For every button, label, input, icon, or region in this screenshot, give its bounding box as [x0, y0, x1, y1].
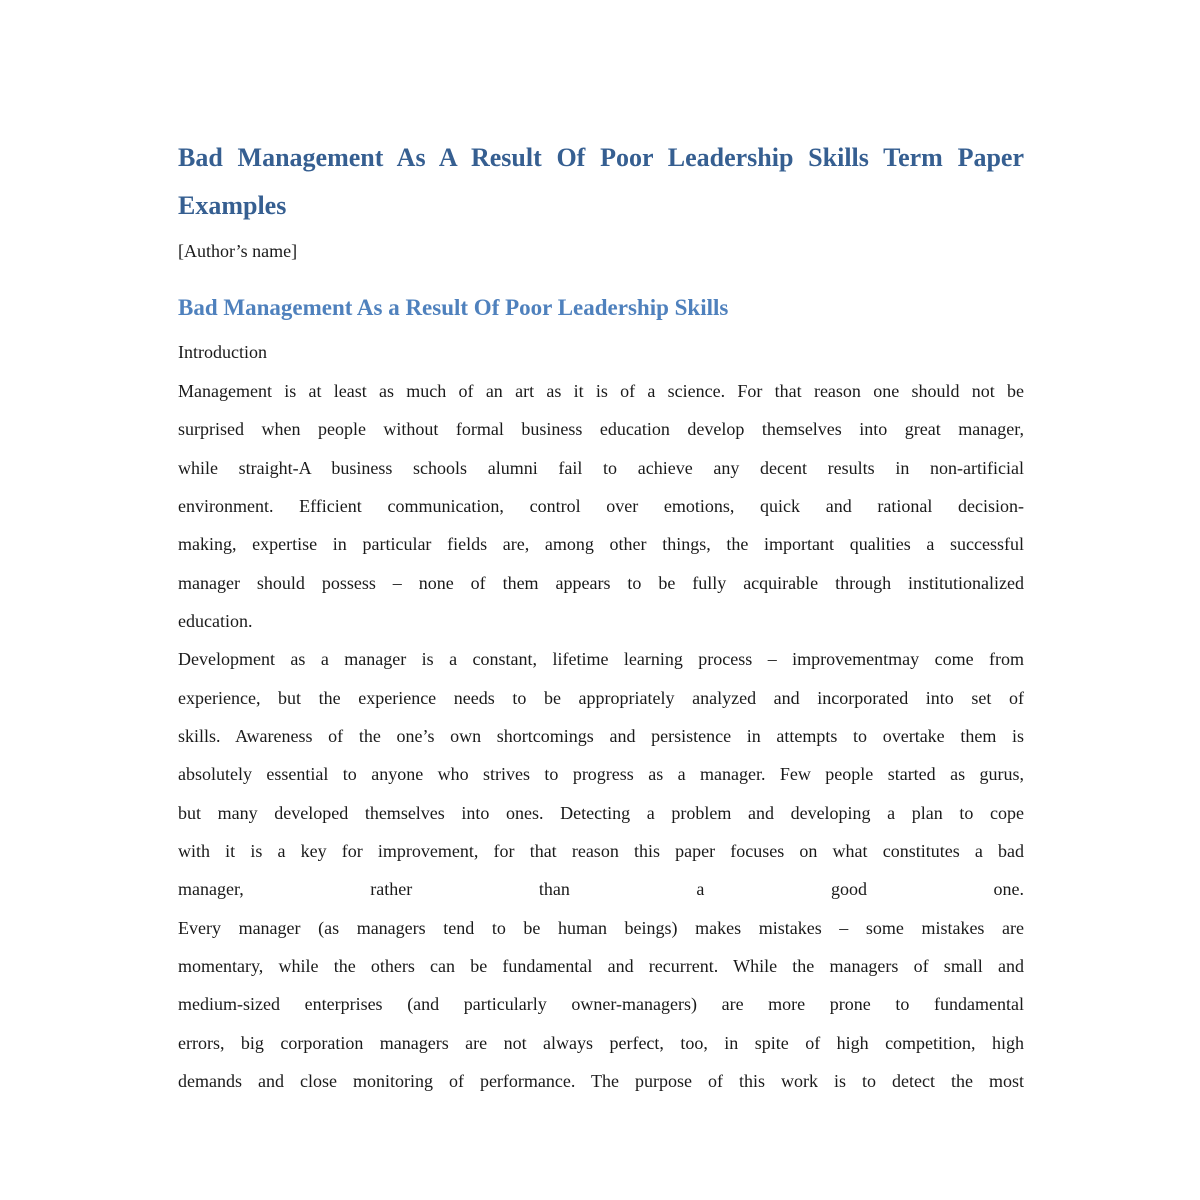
body-line: skills. Awareness of the one’s own shortcomings and persistence in attempts to overtake them is — [178, 725, 1024, 746]
document-title-line-1: Bad Management As A Result Of Poor Leadership Skills Term Paper — [178, 143, 1024, 172]
body-line: manager should possess – none of them appears to be fully acquirable through institutionalized — [178, 572, 1024, 593]
body-line: making, expertise in particular fields are, among other things, the important qualities a successful — [178, 534, 1024, 555]
body-line: surprised when people without formal business education develop themselves into great manager, — [178, 419, 1024, 440]
body-text — [178, 372, 1024, 1100]
body-line: medium-sized enterprises (and particularly owner-managers) are more prone to fundamental — [178, 994, 1024, 1015]
document-title-line-2: Examples — [178, 191, 287, 220]
body-line-paragraph-end: education. — [178, 610, 253, 631]
body-line: Management is at least as much of an art as it is of a science. For that reason one should not be — [178, 381, 1024, 401]
body-line: momentary, while the others can be fundamental and recurrent. While the managers of small and — [178, 955, 1024, 976]
body-line: with it is a key for improvement, for that reason this paper focuses on what constitutes a bad — [178, 840, 1024, 861]
body-line: Every manager (as managers tend to be human beings) makes mistakes – some mistakes are — [178, 917, 1024, 938]
author-placeholder: [Author’s name] — [178, 241, 298, 261]
section-heading: Bad Management As a Result Of Poor Leadership Skills — [178, 295, 729, 320]
body-line: demands and close monitoring of performance. The purpose of this work is to detect the most — [178, 1070, 1024, 1091]
body-line: errors, big corporation managers are not always perfect, too, in spite of high competition, high — [178, 1032, 1024, 1053]
introduction-label: Introduction — [178, 342, 267, 362]
body-line: Development as a manager is a constant, lifetime learning process – improvementmay come from — [178, 649, 1024, 670]
body-line-wide-justified: manager, rather than a good one. — [178, 879, 1024, 900]
body-line: while straight-A business schools alumni fail to achieve any decent results in non-artificial — [178, 457, 1024, 478]
document-title — [178, 134, 1024, 230]
body-line: environment. Efficient communication, control over emotions, quick and rational decision- — [178, 495, 1024, 516]
body-line: but many developed themselves into ones. Detecting a problem and developing a plan to cope — [178, 802, 1024, 823]
body-line: experience, but the experience needs to be appropriately analyzed and incorporated into set of — [178, 687, 1024, 708]
body-line: absolutely essential to anyone who strives to progress as a manager. Few people started as gurus, — [178, 764, 1024, 785]
